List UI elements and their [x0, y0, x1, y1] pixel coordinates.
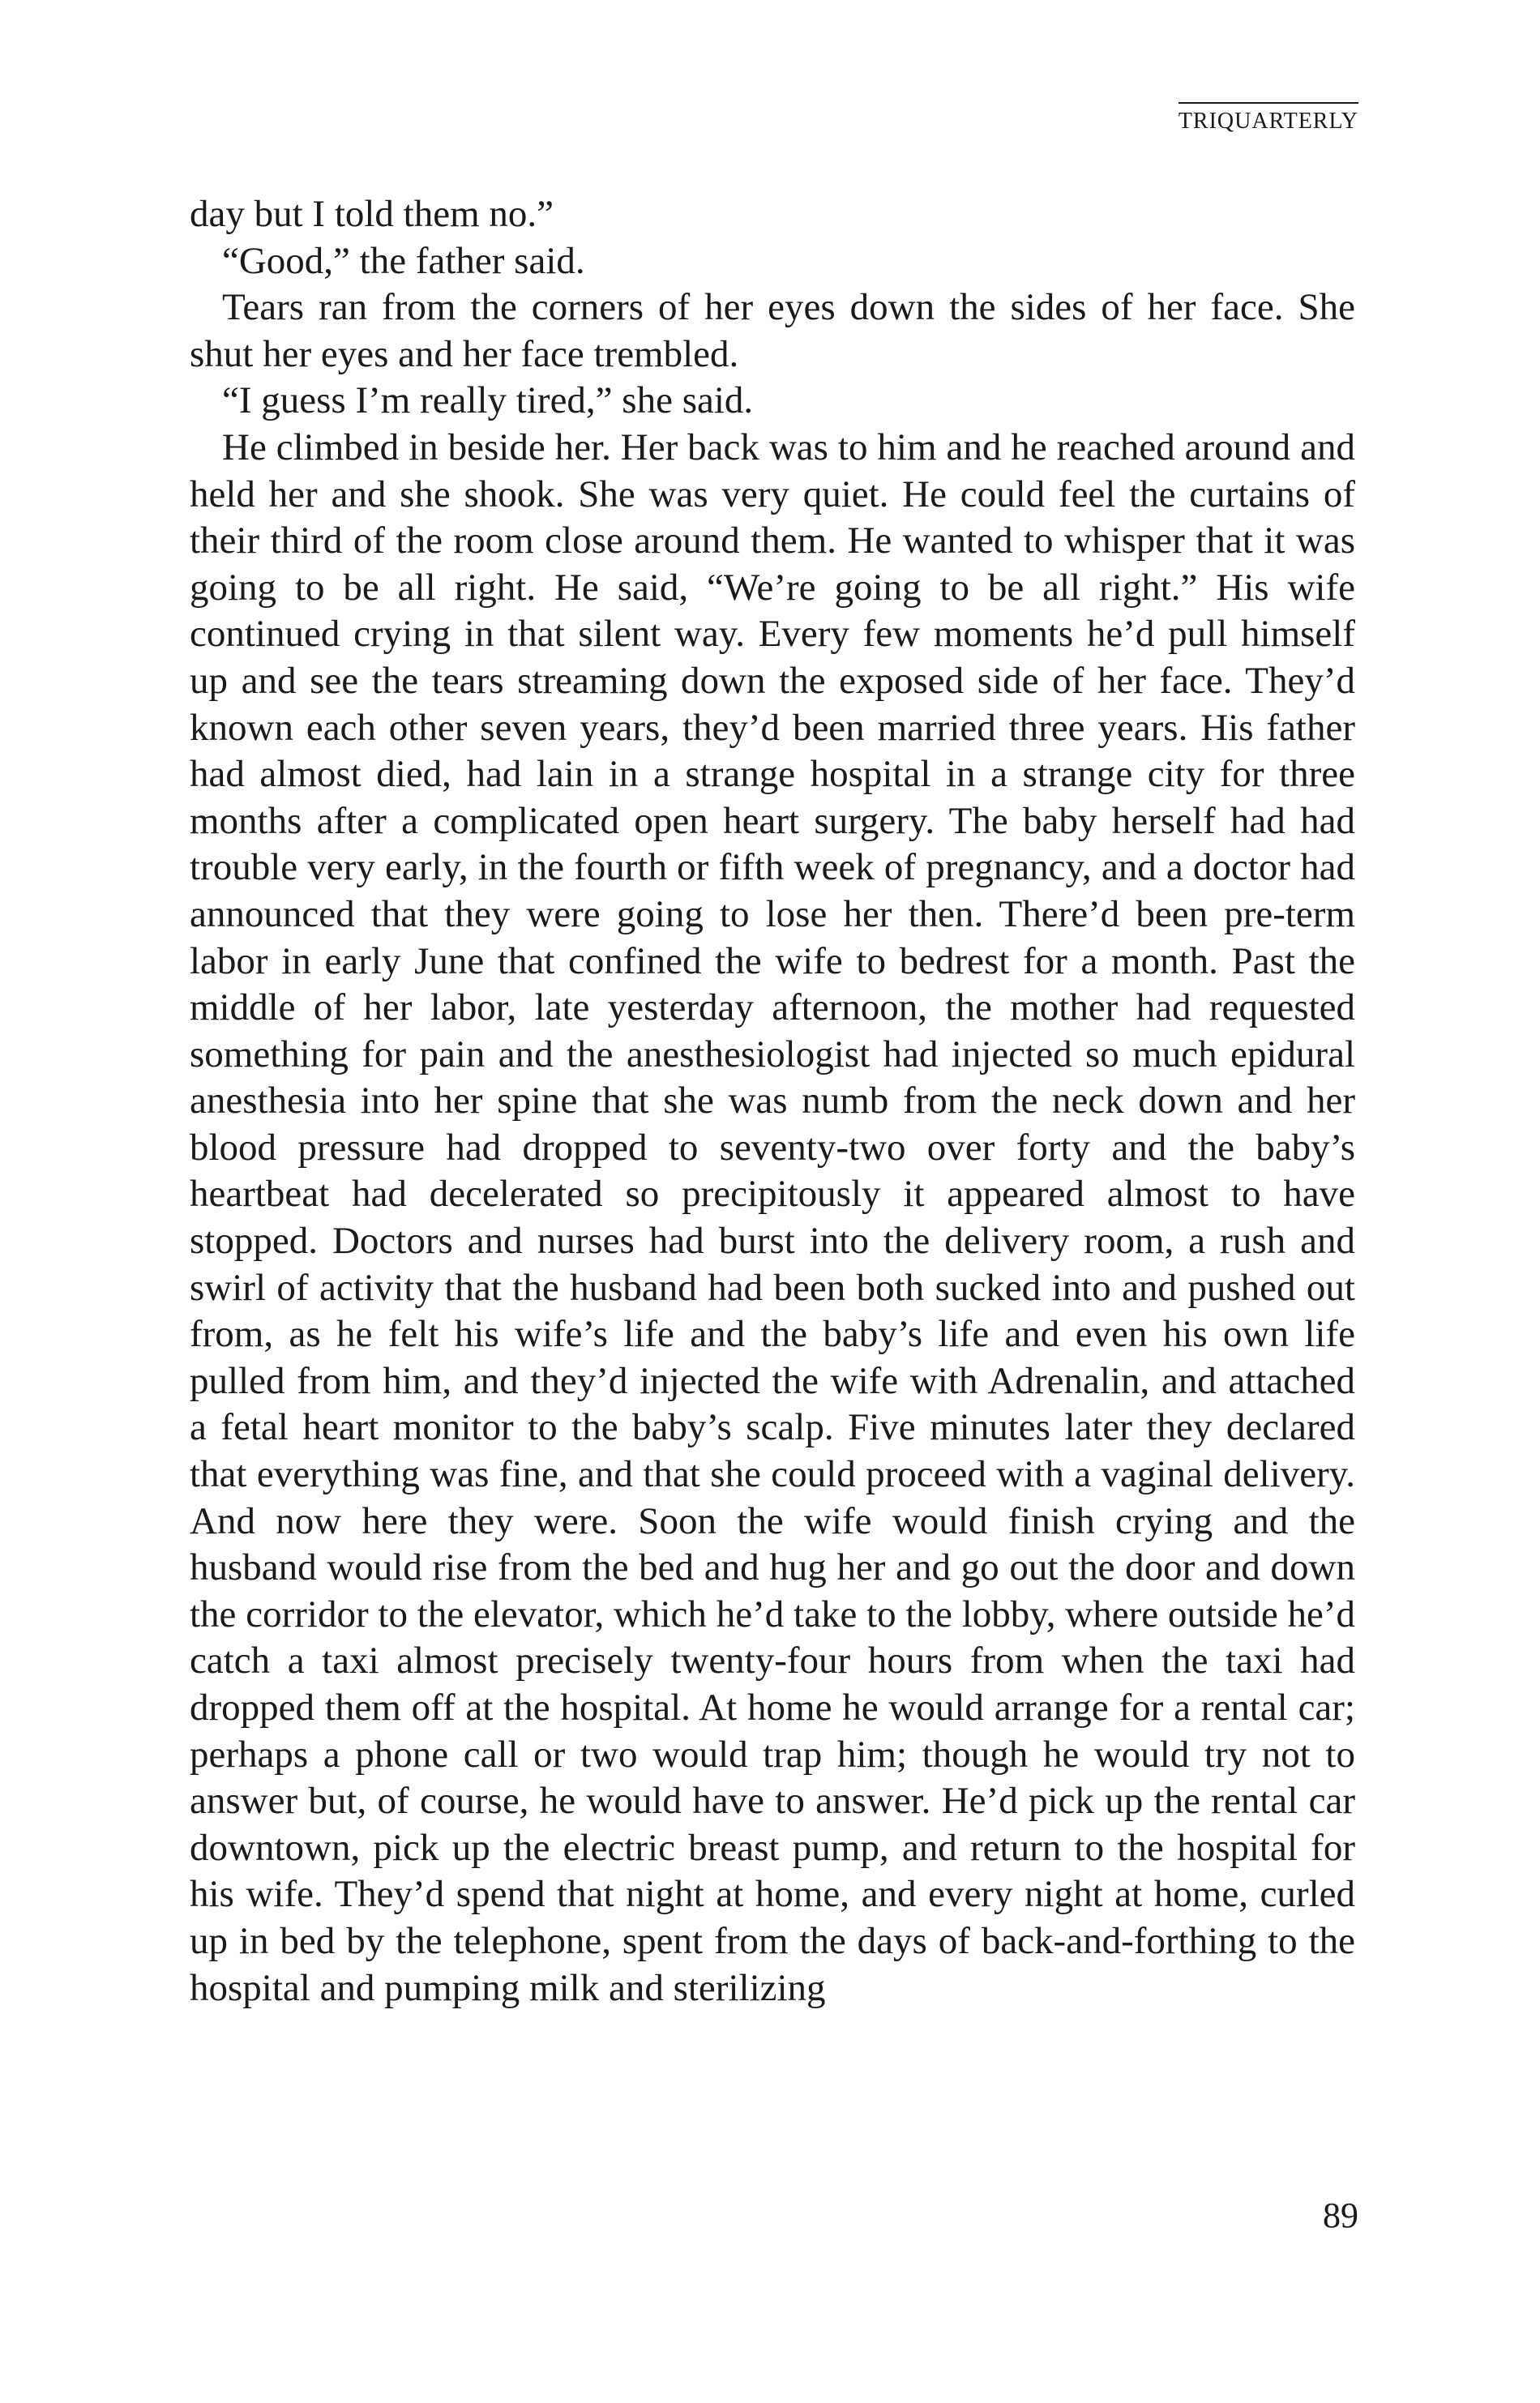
paragraph: Tears ran from the corners of her eyes down the sides of her face. She shut her eyes and her face trembled.: [190, 286, 1355, 375]
page-number: 89: [1323, 2196, 1358, 2235]
body-text: [190, 191, 1355, 2012]
paragraph: day but I told them no.”: [190, 193, 554, 235]
running-head: [1179, 102, 1358, 135]
paragraph: “Good,” the father said.: [222, 239, 585, 282]
paragraph: He climbed in beside her. Her back was to him and he reached around and held her and she shook. She was very quiet. He could feel the curtains of their third of the room close around them. He wanted to whisper that it was going to be all right. He said, “We’re going to be all right.” His wife continued crying in that silent way. Every few moments he’d pull himself up and see the tears streaming down the exposed side of her face. They’d known each other seven years, they’d been married three years. His father had almost died, had lain in a strange hospital in a strange city for three months after a complicated open heart surgery. The baby herself had had trouble very early, in the fourth or fifth week of pregnancy, and a doctor had announced that they were going to lose her then. There’d been pre-term labor in early June that confined the wife to bedrest for a month. Past the middle of her labor, late yesterday afternoon, the mother had requested something for pain and the anesthesiologist had injected so much epidural anesthesia into her spine that she was numb from the neck down and her blood pressure had dropped to seventy-two over forty and the baby’s heartbeat had decelerated so precipitously it appeared almost to have stopped. Doctors and nurses had burst into the delivery room, a rush and swirl of activity that the husband had been both sucked into and pushed out from, as he felt his wife’s life and the baby’s life and even his own life pulled from him, and they’d injected the wife with Adrenalin, and attached a fetal heart monitor to the baby’s scalp. Five minutes later they declared that everything was fine, and that she could proceed with a vaginal delivery. And now here they were. Soon the wife would finish crying and the husband would rise from the bed and hug her and go out the door and down the corridor to the elevator, which he’d take to the lobby, where outside he’d catch a taxi almost precisely twenty-four hours from when the taxi had dropped them off at the hospital. At home he would arrange for a rental car; perhaps a phone call or two would trap him; though he would try not to answer but, of course, he would have to answer. He’d pick up the rental car downtown, pick up the electric breast pump, and return to the hospital for his wife. They’d spend that night at home, and every night at home, curled up in bed by the telephone, spent from the days of back-and-forthing to the hospital and pumping milk and sterilizing: [190, 425, 1355, 2009]
running-head-text: TRIQUARTERLY: [1178, 109, 1358, 134]
paragraph: “I guess I’m really tired,” she said.: [222, 379, 754, 422]
